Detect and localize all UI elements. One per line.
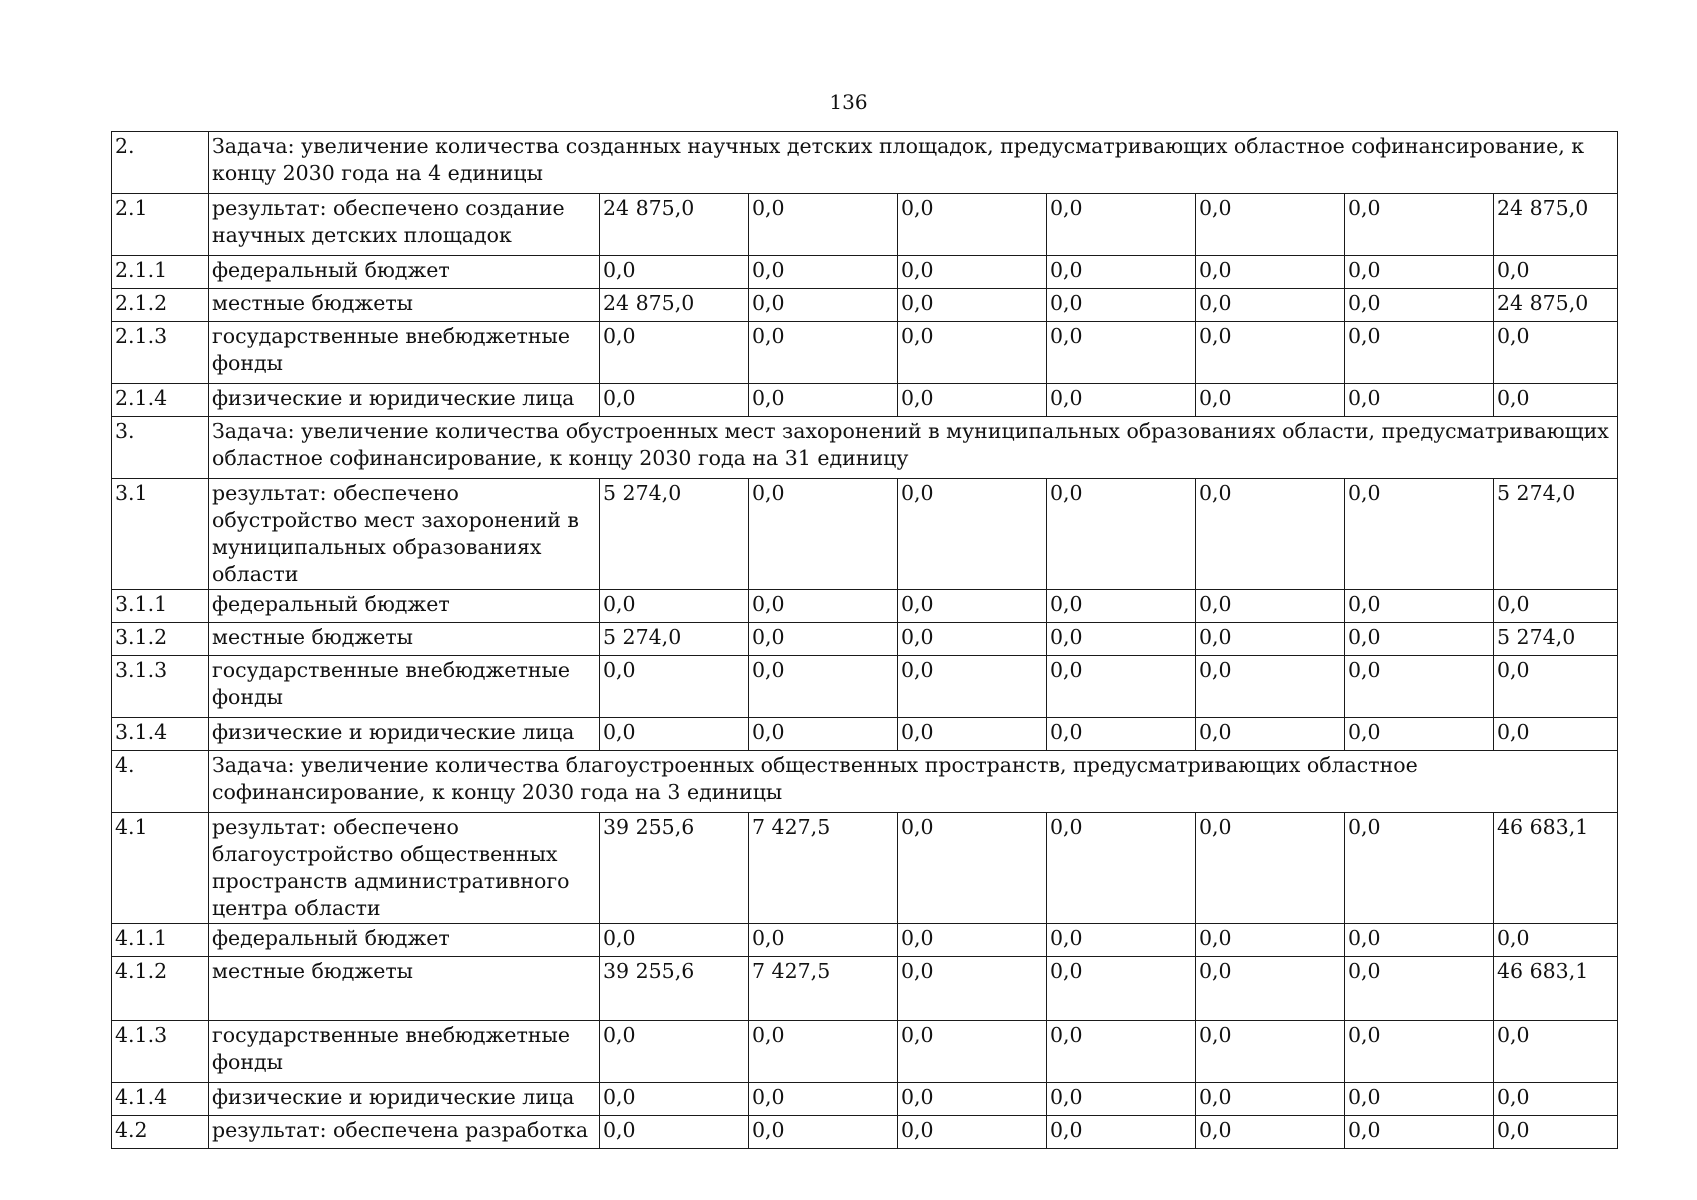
- total-cell: 0,0: [1494, 590, 1618, 623]
- value-cell: 0,0: [1196, 479, 1345, 590]
- value-cell: 0,0: [898, 384, 1047, 417]
- table-row: [112, 256, 1618, 289]
- value-cell: 0,0: [1196, 718, 1345, 751]
- value-cell: 0,0: [749, 623, 898, 656]
- value-cell: 0,0: [1047, 718, 1196, 751]
- value-cell: 0,0: [749, 1021, 898, 1083]
- value-cell: 39 255,6: [600, 957, 749, 1021]
- value-cell: 0,0: [1345, 256, 1494, 289]
- total-cell: 0,0: [1494, 1021, 1618, 1083]
- value-cell: 0,0: [749, 1083, 898, 1116]
- value-cell: 0,0: [1047, 590, 1196, 623]
- value-cell: 0,0: [898, 289, 1047, 322]
- total-cell: 0,0: [1494, 1083, 1618, 1116]
- table-row: [112, 957, 1618, 1021]
- value-cell: 0,0: [749, 718, 898, 751]
- value-cell: 0,0: [898, 623, 1047, 656]
- task-description: Задача: увеличение количества обустроенных мест захоронений в муниципальных образованиях области, предусматривающих областное софинансирование, к концу 2030 года на 31 единицу: [209, 417, 1618, 479]
- row-number: 2.1: [112, 194, 209, 256]
- row-number: 3.1.3: [112, 656, 209, 718]
- value-cell: 0,0: [898, 322, 1047, 384]
- total-cell: 5 274,0: [1494, 623, 1618, 656]
- table-row: [112, 718, 1618, 751]
- table-row: [112, 590, 1618, 623]
- total-cell: 0,0: [1494, 384, 1618, 417]
- value-cell: 7 427,5: [749, 957, 898, 1021]
- value-cell: 0,0: [749, 1116, 898, 1149]
- value-cell: 0,0: [1047, 479, 1196, 590]
- value-cell: 0,0: [1196, 256, 1345, 289]
- row-number: 4.1: [112, 813, 209, 924]
- value-cell: 0,0: [1345, 656, 1494, 718]
- value-cell: 0,0: [898, 957, 1047, 1021]
- table-row: [112, 1116, 1618, 1149]
- row-number: 3.1.2: [112, 623, 209, 656]
- value-cell: 0,0: [600, 1083, 749, 1116]
- task-row: [112, 751, 1618, 813]
- table-row: [112, 194, 1618, 256]
- value-cell: 0,0: [1345, 1021, 1494, 1083]
- total-cell: 24 875,0: [1494, 194, 1618, 256]
- row-name: физические и юридические лица: [209, 718, 600, 751]
- value-cell: 0,0: [898, 194, 1047, 256]
- value-cell: 0,0: [1345, 194, 1494, 256]
- value-cell: 0,0: [898, 924, 1047, 957]
- table-row: [112, 384, 1618, 417]
- page-number: 136: [829, 90, 868, 114]
- value-cell: 5 274,0: [600, 623, 749, 656]
- row-name: результат: обеспечено благоустройство общественных пространств административного центра области: [209, 813, 600, 924]
- table-row: [112, 322, 1618, 384]
- row-number: 4.2: [112, 1116, 209, 1149]
- value-cell: 0,0: [898, 718, 1047, 751]
- total-cell: 0,0: [1494, 656, 1618, 718]
- total-cell: 46 683,1: [1494, 957, 1618, 1021]
- value-cell: 0,0: [1196, 957, 1345, 1021]
- value-cell: 0,0: [1345, 590, 1494, 623]
- value-cell: 0,0: [1196, 322, 1345, 384]
- row-number: 3.: [112, 417, 209, 479]
- table-row: [112, 479, 1618, 590]
- value-cell: 0,0: [749, 656, 898, 718]
- row-number: 4.1.3: [112, 1021, 209, 1083]
- total-cell: 0,0: [1494, 924, 1618, 957]
- value-cell: 0,0: [749, 924, 898, 957]
- row-number: 2.1.4: [112, 384, 209, 417]
- value-cell: 0,0: [1047, 289, 1196, 322]
- row-number: 3.1.1: [112, 590, 209, 623]
- total-cell: 46 683,1: [1494, 813, 1618, 924]
- value-cell: 0,0: [600, 590, 749, 623]
- total-cell: 0,0: [1494, 718, 1618, 751]
- value-cell: 0,0: [1047, 924, 1196, 957]
- budget-table: [111, 131, 1618, 1149]
- row-name: федеральный бюджет: [209, 590, 600, 623]
- task-row: [112, 417, 1618, 479]
- row-name: результат: обеспечено обустройство мест захоронений в муниципальных образованиях области: [209, 479, 600, 590]
- value-cell: 0,0: [898, 813, 1047, 924]
- table-row: [112, 623, 1618, 656]
- table-row: [112, 1083, 1618, 1116]
- row-name: местные бюджеты: [209, 957, 600, 1021]
- row-number: 4.1.1: [112, 924, 209, 957]
- value-cell: 0,0: [1345, 718, 1494, 751]
- row-name: физические и юридические лица: [209, 384, 600, 417]
- value-cell: 24 875,0: [600, 194, 749, 256]
- value-cell: 0,0: [749, 479, 898, 590]
- value-cell: 0,0: [1196, 656, 1345, 718]
- value-cell: 0,0: [1196, 1021, 1345, 1083]
- value-cell: 0,0: [1047, 656, 1196, 718]
- value-cell: 0,0: [749, 384, 898, 417]
- value-cell: 0,0: [600, 256, 749, 289]
- row-number: 3.1.4: [112, 718, 209, 751]
- value-cell: 0,0: [1196, 590, 1345, 623]
- value-cell: 0,0: [1047, 957, 1196, 1021]
- row-number: 2.1.3: [112, 322, 209, 384]
- value-cell: 0,0: [1196, 924, 1345, 957]
- row-name: местные бюджеты: [209, 623, 600, 656]
- value-cell: 0,0: [1345, 813, 1494, 924]
- value-cell: 0,0: [898, 1021, 1047, 1083]
- value-cell: 0,0: [600, 718, 749, 751]
- value-cell: 0,0: [1196, 813, 1345, 924]
- total-cell: 0,0: [1494, 322, 1618, 384]
- value-cell: 0,0: [898, 656, 1047, 718]
- task-description: Задача: увеличение количества созданных научных детских площадок, предусматривающих областное софинансирование, к концу 2030 года на 4 единицы: [209, 132, 1618, 194]
- value-cell: 0,0: [600, 322, 749, 384]
- task-description: Задача: увеличение количества благоустроенных общественных пространств, предусматривающих областное софинансирование, к концу 2030 года на 3 единицы: [209, 751, 1618, 813]
- value-cell: 0,0: [1196, 1116, 1345, 1149]
- value-cell: 0,0: [1047, 256, 1196, 289]
- total-cell: 5 274,0: [1494, 479, 1618, 590]
- value-cell: 0,0: [1047, 384, 1196, 417]
- value-cell: 0,0: [749, 289, 898, 322]
- value-cell: 0,0: [600, 1116, 749, 1149]
- value-cell: 0,0: [749, 256, 898, 289]
- row-number: 2.1.2: [112, 289, 209, 322]
- value-cell: 0,0: [1196, 194, 1345, 256]
- table-row: [112, 813, 1618, 924]
- table-row: [112, 1021, 1618, 1083]
- total-cell: 0,0: [1494, 1116, 1618, 1149]
- value-cell: 0,0: [1345, 384, 1494, 417]
- row-number: 2.: [112, 132, 209, 194]
- row-number: 4.1.2: [112, 957, 209, 1021]
- value-cell: 0,0: [749, 590, 898, 623]
- value-cell: 0,0: [1345, 479, 1494, 590]
- value-cell: 0,0: [1047, 1083, 1196, 1116]
- value-cell: 39 255,6: [600, 813, 749, 924]
- value-cell: 0,0: [600, 656, 749, 718]
- value-cell: 0,0: [898, 1083, 1047, 1116]
- row-name: результат: обеспечено создание научных детских площадок: [209, 194, 600, 256]
- table-row: [112, 289, 1618, 322]
- value-cell: 0,0: [898, 590, 1047, 623]
- value-cell: 0,0: [1047, 1116, 1196, 1149]
- value-cell: 0,0: [1196, 384, 1345, 417]
- value-cell: 0,0: [1196, 1083, 1345, 1116]
- value-cell: 0,0: [1196, 623, 1345, 656]
- value-cell: 0,0: [898, 256, 1047, 289]
- value-cell: 0,0: [1047, 1021, 1196, 1083]
- total-cell: 0,0: [1494, 256, 1618, 289]
- value-cell: 0,0: [1345, 289, 1494, 322]
- row-name: государственные внебюджетные фонды: [209, 656, 600, 718]
- table-row: [112, 656, 1618, 718]
- value-cell: 0,0: [600, 384, 749, 417]
- row-name: федеральный бюджет: [209, 924, 600, 957]
- value-cell: 0,0: [1047, 623, 1196, 656]
- value-cell: 0,0: [1047, 194, 1196, 256]
- row-name: результат: обеспечена разработка: [209, 1116, 600, 1149]
- total-cell: 24 875,0: [1494, 289, 1618, 322]
- value-cell: 5 274,0: [600, 479, 749, 590]
- value-cell: 7 427,5: [749, 813, 898, 924]
- value-cell: 0,0: [749, 322, 898, 384]
- value-cell: 0,0: [749, 194, 898, 256]
- value-cell: 0,0: [898, 1116, 1047, 1149]
- task-row: [112, 132, 1618, 194]
- value-cell: 0,0: [898, 479, 1047, 590]
- row-number: 2.1.1: [112, 256, 209, 289]
- value-cell: 0,0: [1047, 813, 1196, 924]
- value-cell: 0,0: [1345, 924, 1494, 957]
- row-number: 4.: [112, 751, 209, 813]
- value-cell: 0,0: [1196, 289, 1345, 322]
- row-name: федеральный бюджет: [209, 256, 600, 289]
- table-row: [112, 924, 1618, 957]
- value-cell: 0,0: [1345, 623, 1494, 656]
- value-cell: 0,0: [1345, 1083, 1494, 1116]
- value-cell: 0,0: [1047, 322, 1196, 384]
- value-cell: 0,0: [600, 924, 749, 957]
- row-name: государственные внебюджетные фонды: [209, 322, 600, 384]
- value-cell: 0,0: [600, 1021, 749, 1083]
- row-name: государственные внебюджетные фонды: [209, 1021, 600, 1083]
- value-cell: 24 875,0: [600, 289, 749, 322]
- row-name: физические и юридические лица: [209, 1083, 600, 1116]
- row-name: местные бюджеты: [209, 289, 600, 322]
- value-cell: 0,0: [1345, 322, 1494, 384]
- value-cell: 0,0: [1345, 1116, 1494, 1149]
- row-number: 3.1: [112, 479, 209, 590]
- value-cell: 0,0: [1345, 957, 1494, 1021]
- row-number: 4.1.4: [112, 1083, 209, 1116]
